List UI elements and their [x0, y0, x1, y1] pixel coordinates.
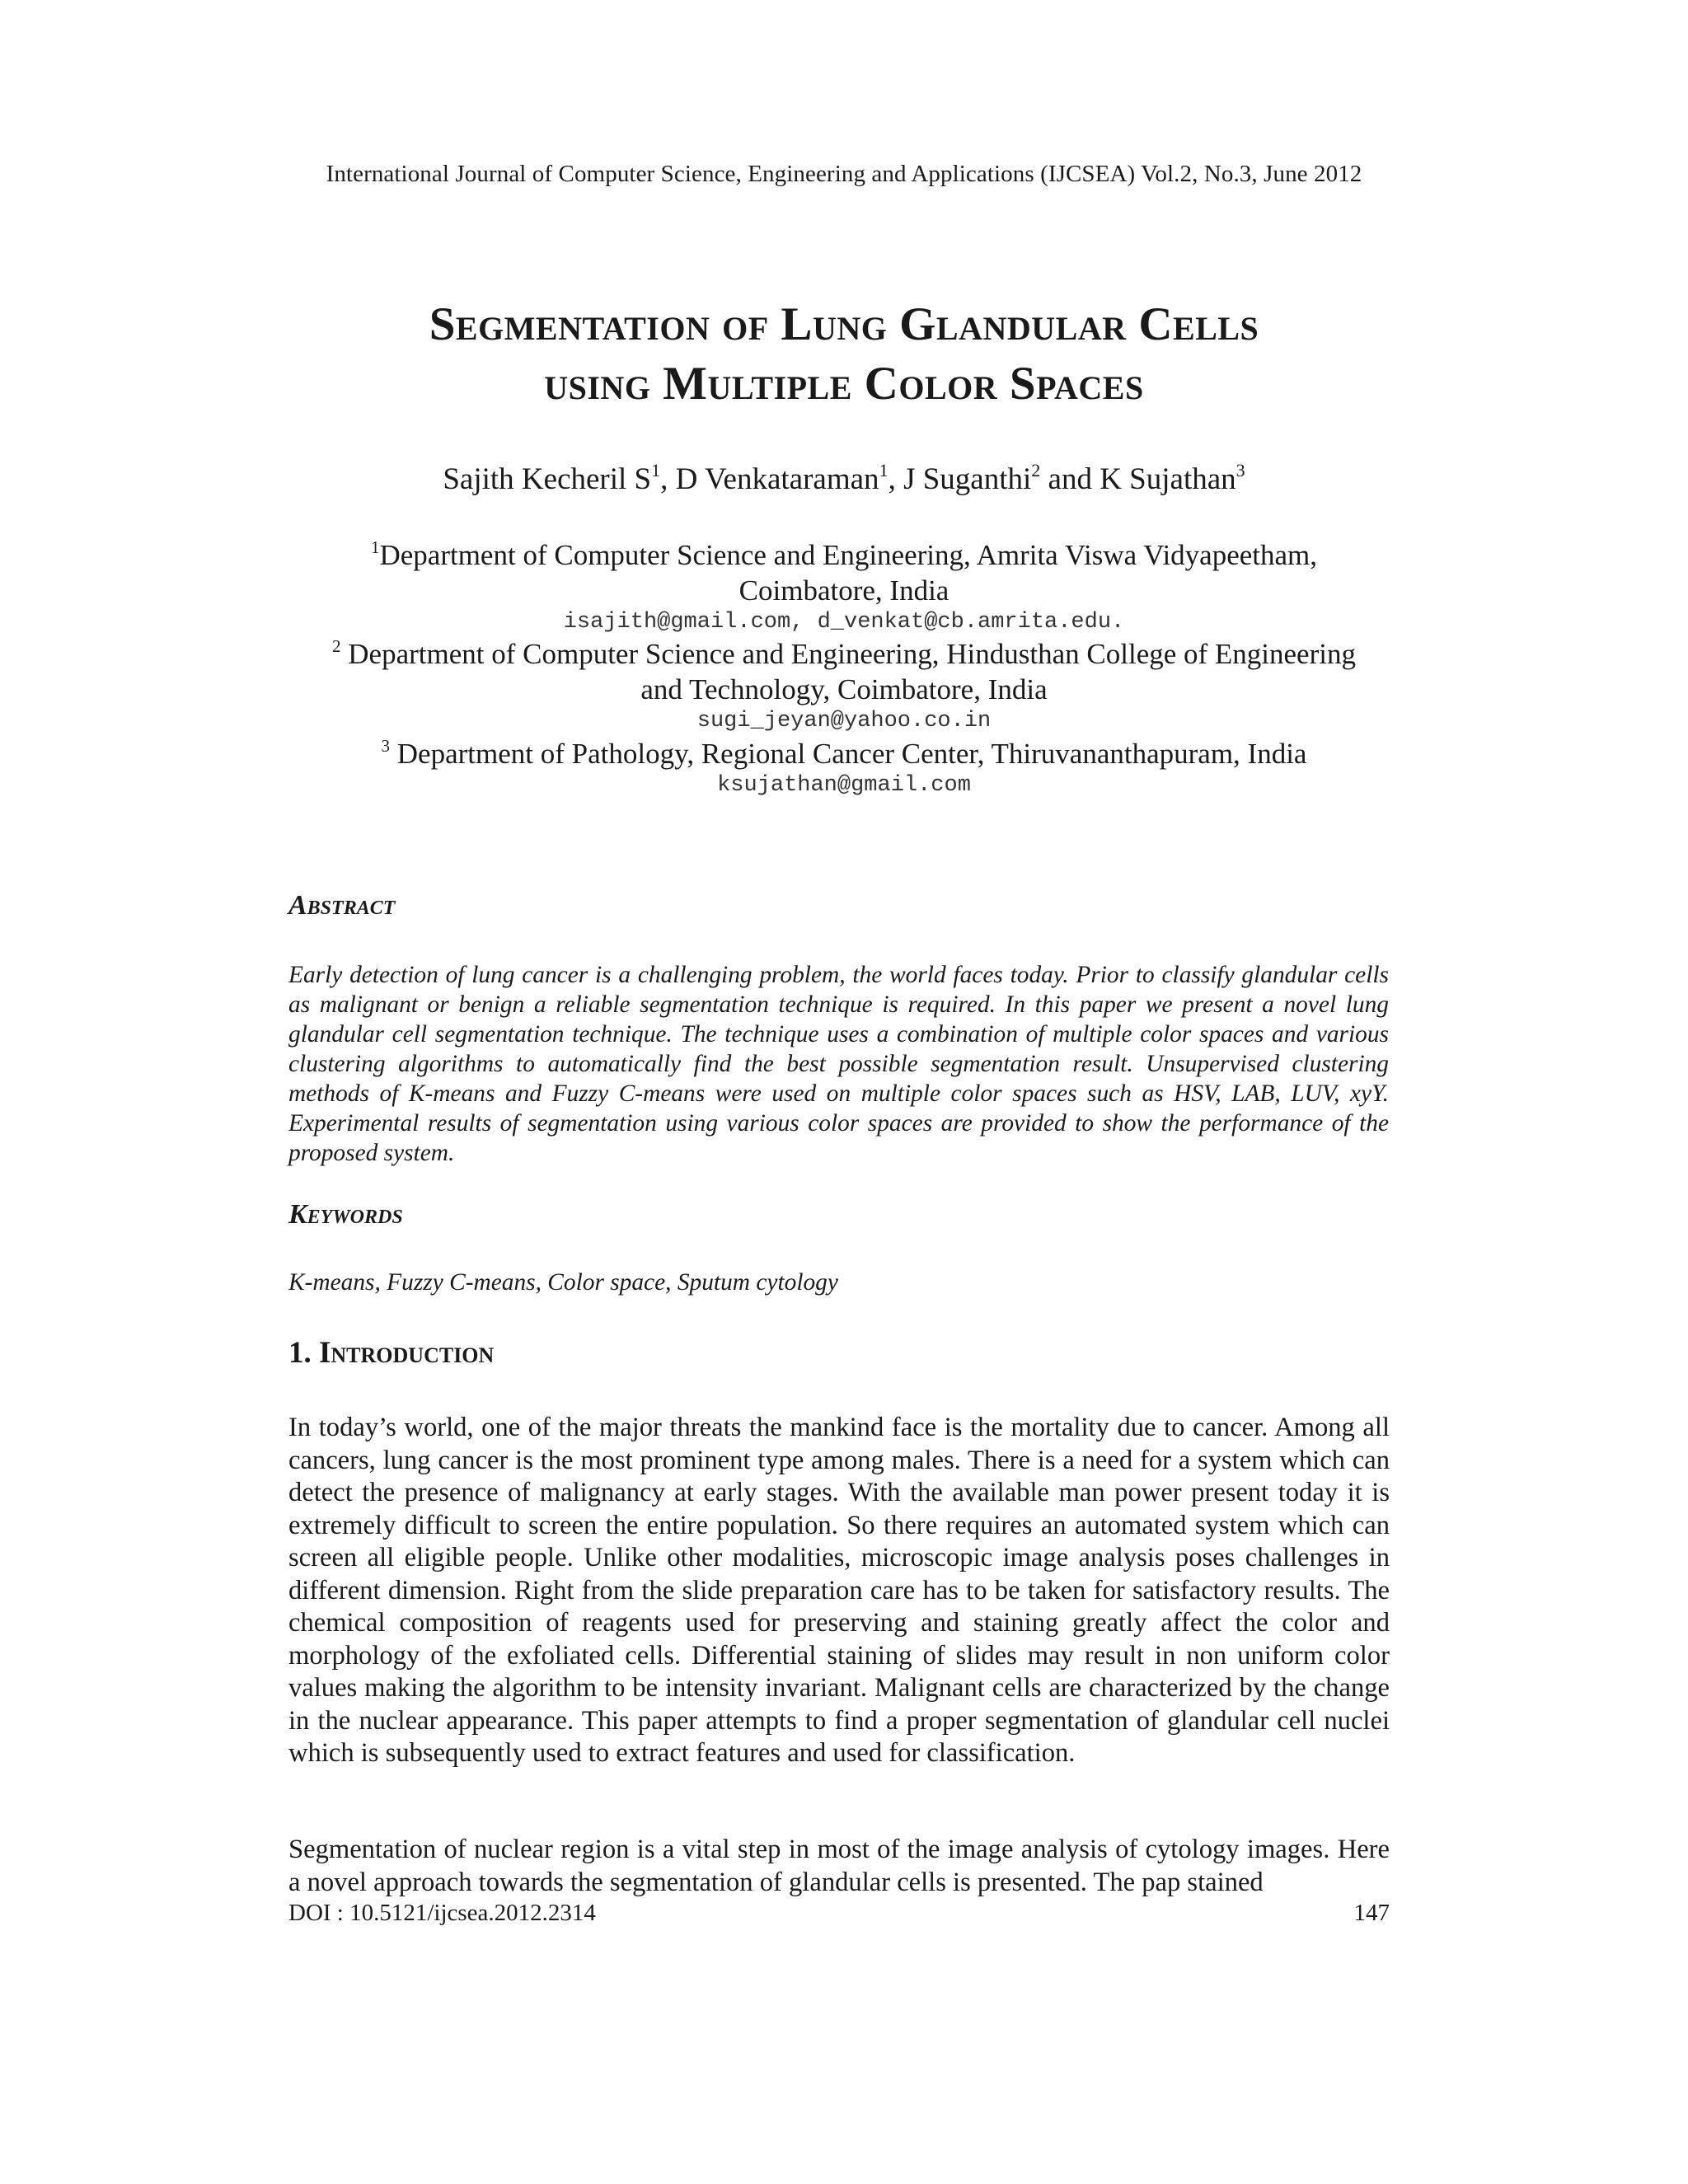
abstract-text: Early detection of lung cancer is a challenging problem, the world faces today. Prior to classify glandular cells as malignant or benign a reliable segmentation technique is required. In this paper we present a novel lung glandular cell segmentation technique. The technique uses a combination of multiple color spaces and various clustering algorithms to automatically find the best possible segmentation result. Unsupervised clustering methods of K-means and Fuzzy C-means were used on multiple color spaces such as HSV, LAB, LUV, xyY. Experimental results of segmentation using various color spaces are provided to show the performance of the proposed system. [288, 962, 1389, 1166]
affiliation-sup: 1 [370, 537, 380, 557]
affiliation-line: Department of Pathology, Regional Cancer Center, Thiruvananthapuram, India [390, 738, 1307, 770]
author-affil-sup: 3 [1236, 460, 1245, 480]
author-affil-sup: 2 [1031, 460, 1041, 480]
journal-header: International Journal of Computer Science, Engineering and Applications (IJCSEA) Vol.2, No.3, June 2012 [326, 161, 1362, 187]
affiliation-line: and Technology, Coimbatore, India [640, 673, 1048, 705]
author-name: , J Suganthi [888, 462, 1032, 496]
introduction-heading: 1. Introduction [288, 1336, 495, 1370]
affiliation-3 [0, 736, 1688, 771]
abstract-heading: Abstract [288, 890, 396, 921]
affiliation-sup: 3 [381, 736, 391, 756]
affiliation-1 [0, 537, 1688, 608]
title-line-2: using Multiple Color Spaces [544, 358, 1144, 410]
author-list [0, 462, 1688, 497]
keywords-text: K-means, Fuzzy C-means, Color space, Sputum cytology [288, 1269, 838, 1296]
author-name: and K Sujathan [1040, 462, 1236, 496]
title-line-1: Segmentation of Lung Glandular Cells [429, 298, 1259, 350]
introduction-paragraph-1: In today’s world, one of the major threats the mankind face is the mortality due to cancer. Among all cancers, lung cancer is the most prominent type among males. There is a need for a system which can detect the presence of malignancy at early stages. With the available man power present today it is extremely difficult to screen the entire population. So there requires an automated system which can screen all eligible people. Unlike other modalities, microscopic image analysis poses challenges in different dimension. Right from the slide preparation care has to be taken for satisfactory results. The chemical composition of reagents used for preserving and staining greatly affect the color and morphology of the exfoliated cells. Differential staining of slides may result in non uniform color values making the algorithm to be intensity invariant. Malignant cells are characterized by the change in the nuclear appearance. This paper attempts to find a proper segmentation of glandular cell nuclei which is subsequently used to extract features and used for classification. [288, 1413, 1390, 1768]
affiliation-2 [0, 636, 1688, 707]
affiliation-line: Coimbatore, India [738, 574, 950, 607]
keywords-heading: Keywords [288, 1199, 403, 1230]
author-name: Sajith Kecheril S [443, 462, 652, 496]
affiliation-sup: 2 [332, 636, 341, 656]
affiliation-line: Department of Computer Science and Engineering, Hindusthan College of Engineering [340, 638, 1356, 670]
introduction-paragraph-2: Segmentation of nuclear region is a vital step in most of the image analysis of cytology images. Here a novel approach towards the segmentation of glandular cells is presented. The pap stained [288, 1835, 1390, 1897]
paper-title [0, 295, 1688, 414]
affiliation-2-email: sugi_jeyan@yahoo.co.in [696, 709, 992, 733]
author-affil-sup: 1 [651, 460, 661, 480]
author-name: , D Venkataraman [660, 462, 879, 496]
affiliation-1-email: isajith@gmail.com, d_venkat@cb.amrita.edu. [563, 610, 1125, 635]
doi-text: DOI : 10.5121/ijcsea.2012.2314 [288, 1900, 596, 1926]
author-affil-sup: 1 [879, 460, 889, 480]
page-number: 147 [1353, 1900, 1390, 1926]
affiliation-line: Department of Computer Science and Engineering, Amrita Viswa Vidyapeetham, [379, 539, 1318, 571]
affiliation-3-email: ksujathan@gmail.com [717, 773, 971, 798]
